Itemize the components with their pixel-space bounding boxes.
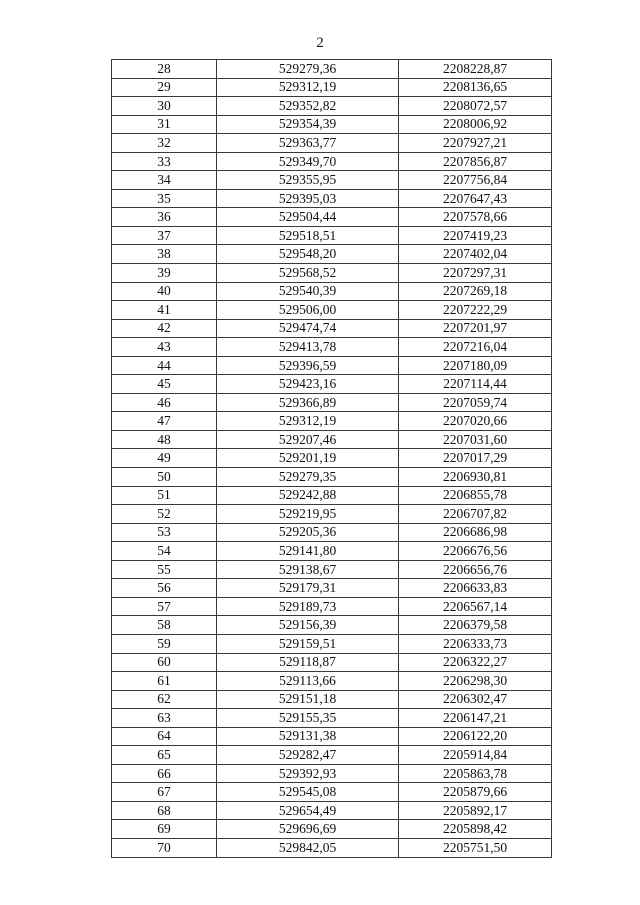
point-number-cell: 52	[112, 505, 217, 524]
point-number-cell: 48	[112, 430, 217, 449]
point-number-cell: 38	[112, 245, 217, 264]
point-number-cell: 59	[112, 634, 217, 653]
x-coordinate-cell: 529138,67	[217, 560, 399, 579]
y-coordinate-cell: 2206633,83	[399, 579, 552, 598]
point-number-cell: 45	[112, 375, 217, 394]
point-number-cell: 28	[112, 60, 217, 79]
y-coordinate-cell: 2206302,47	[399, 690, 552, 709]
table-row	[112, 579, 552, 598]
x-coordinate-cell: 529312,19	[217, 412, 399, 431]
x-coordinate-cell: 529363,77	[217, 134, 399, 153]
point-number-cell: 44	[112, 356, 217, 375]
table-row	[112, 152, 552, 171]
y-coordinate-cell: 2205863,78	[399, 764, 552, 783]
coordinates-table-body	[112, 60, 552, 858]
table-row	[112, 672, 552, 691]
table-row	[112, 653, 552, 672]
table-row	[112, 264, 552, 283]
y-coordinate-cell: 2207756,84	[399, 171, 552, 190]
point-number-cell: 51	[112, 486, 217, 505]
point-number-cell: 54	[112, 542, 217, 561]
table-row	[112, 468, 552, 487]
point-number-cell: 32	[112, 134, 217, 153]
x-coordinate-cell: 529654,49	[217, 801, 399, 820]
point-number-cell: 67	[112, 783, 217, 802]
y-coordinate-cell: 2206855,78	[399, 486, 552, 505]
point-number-cell: 65	[112, 746, 217, 765]
y-coordinate-cell: 2205892,17	[399, 801, 552, 820]
table-row	[112, 97, 552, 116]
table-row	[112, 78, 552, 97]
x-coordinate-cell: 529366,89	[217, 393, 399, 412]
table-row	[112, 820, 552, 839]
point-number-cell: 57	[112, 597, 217, 616]
point-number-cell: 63	[112, 709, 217, 728]
y-coordinate-cell: 2207647,43	[399, 189, 552, 208]
point-number-cell: 42	[112, 319, 217, 338]
y-coordinate-cell: 2207059,74	[399, 393, 552, 412]
table-row	[112, 245, 552, 264]
point-number-cell: 46	[112, 393, 217, 412]
y-coordinate-cell: 2207114,44	[399, 375, 552, 394]
y-coordinate-cell: 2207856,87	[399, 152, 552, 171]
x-coordinate-cell: 529518,51	[217, 226, 399, 245]
y-coordinate-cell: 2208006,92	[399, 115, 552, 134]
table-row	[112, 134, 552, 153]
y-coordinate-cell: 2206676,56	[399, 542, 552, 561]
y-coordinate-cell: 2205898,42	[399, 820, 552, 839]
table-row	[112, 60, 552, 79]
point-number-cell: 29	[112, 78, 217, 97]
page-number: 2	[316, 35, 324, 51]
table-row	[112, 838, 552, 857]
table-row	[112, 412, 552, 431]
table-row	[112, 523, 552, 542]
point-number-cell: 43	[112, 338, 217, 357]
x-coordinate-cell: 529355,95	[217, 171, 399, 190]
table-row	[112, 393, 552, 412]
table-row	[112, 542, 552, 561]
x-coordinate-cell: 529842,05	[217, 838, 399, 857]
x-coordinate-cell: 529141,80	[217, 542, 399, 561]
x-coordinate-cell: 529131,38	[217, 727, 399, 746]
x-coordinate-cell: 529179,31	[217, 579, 399, 598]
table-row	[112, 189, 552, 208]
y-coordinate-cell: 2206379,58	[399, 616, 552, 635]
point-number-cell: 47	[112, 412, 217, 431]
table-row	[112, 301, 552, 320]
y-coordinate-cell: 2207402,04	[399, 245, 552, 264]
y-coordinate-cell: 2205751,50	[399, 838, 552, 857]
x-coordinate-cell: 529568,52	[217, 264, 399, 283]
point-number-cell: 64	[112, 727, 217, 746]
table-row	[112, 430, 552, 449]
x-coordinate-cell: 529279,36	[217, 60, 399, 79]
y-coordinate-cell: 2206322,27	[399, 653, 552, 672]
x-coordinate-cell: 529392,93	[217, 764, 399, 783]
y-coordinate-cell: 2206930,81	[399, 468, 552, 487]
y-coordinate-cell: 2206686,98	[399, 523, 552, 542]
y-coordinate-cell: 2207578,66	[399, 208, 552, 227]
x-coordinate-cell: 529545,08	[217, 783, 399, 802]
point-number-cell: 62	[112, 690, 217, 709]
table-row	[112, 783, 552, 802]
table-row	[112, 634, 552, 653]
point-number-cell: 40	[112, 282, 217, 301]
x-coordinate-cell: 529696,69	[217, 820, 399, 839]
point-number-cell: 49	[112, 449, 217, 468]
x-coordinate-cell: 529282,47	[217, 746, 399, 765]
y-coordinate-cell: 2206567,14	[399, 597, 552, 616]
table-row	[112, 709, 552, 728]
table-row	[112, 486, 552, 505]
table-row	[112, 356, 552, 375]
y-coordinate-cell: 2207216,04	[399, 338, 552, 357]
y-coordinate-cell: 2205914,84	[399, 746, 552, 765]
x-coordinate-cell: 529205,36	[217, 523, 399, 542]
point-number-cell: 36	[112, 208, 217, 227]
y-coordinate-cell: 2206298,30	[399, 672, 552, 691]
y-coordinate-cell: 2206707,82	[399, 505, 552, 524]
x-coordinate-cell: 529506,00	[217, 301, 399, 320]
point-number-cell: 69	[112, 820, 217, 839]
y-coordinate-cell: 2207201,97	[399, 319, 552, 338]
x-coordinate-cell: 529201,19	[217, 449, 399, 468]
y-coordinate-cell: 2208072,57	[399, 97, 552, 116]
point-number-cell: 30	[112, 97, 217, 116]
table-row	[112, 505, 552, 524]
y-coordinate-cell: 2207020,66	[399, 412, 552, 431]
coordinates-table	[111, 59, 552, 858]
x-coordinate-cell: 529413,78	[217, 338, 399, 357]
y-coordinate-cell: 2206122,20	[399, 727, 552, 746]
x-coordinate-cell: 529156,39	[217, 616, 399, 635]
x-coordinate-cell: 529189,73	[217, 597, 399, 616]
table-row	[112, 319, 552, 338]
table-row	[112, 208, 552, 227]
x-coordinate-cell: 529151,18	[217, 690, 399, 709]
point-number-cell: 41	[112, 301, 217, 320]
y-coordinate-cell: 2205879,66	[399, 783, 552, 802]
point-number-cell: 53	[112, 523, 217, 542]
x-coordinate-cell: 529118,87	[217, 653, 399, 672]
x-coordinate-cell: 529423,16	[217, 375, 399, 394]
x-coordinate-cell: 529207,46	[217, 430, 399, 449]
point-number-cell: 50	[112, 468, 217, 487]
x-coordinate-cell: 529504,44	[217, 208, 399, 227]
table-row	[112, 338, 552, 357]
x-coordinate-cell: 529349,70	[217, 152, 399, 171]
table-row	[112, 171, 552, 190]
x-coordinate-cell: 529219,95	[217, 505, 399, 524]
y-coordinate-cell: 2207180,09	[399, 356, 552, 375]
point-number-cell: 70	[112, 838, 217, 857]
point-number-cell: 58	[112, 616, 217, 635]
y-coordinate-cell: 2207927,21	[399, 134, 552, 153]
point-number-cell: 55	[112, 560, 217, 579]
x-coordinate-cell: 529159,51	[217, 634, 399, 653]
point-number-cell: 56	[112, 579, 217, 598]
point-number-cell: 61	[112, 672, 217, 691]
y-coordinate-cell: 2207297,31	[399, 264, 552, 283]
point-number-cell: 34	[112, 171, 217, 190]
point-number-cell: 68	[112, 801, 217, 820]
point-number-cell: 60	[112, 653, 217, 672]
point-number-cell: 31	[112, 115, 217, 134]
y-coordinate-cell: 2206333,73	[399, 634, 552, 653]
table-row	[112, 746, 552, 765]
x-coordinate-cell: 529474,74	[217, 319, 399, 338]
x-coordinate-cell: 529540,39	[217, 282, 399, 301]
table-row	[112, 449, 552, 468]
x-coordinate-cell: 529396,59	[217, 356, 399, 375]
y-coordinate-cell: 2208136,65	[399, 78, 552, 97]
table-row	[112, 115, 552, 134]
y-coordinate-cell: 2207222,29	[399, 301, 552, 320]
x-coordinate-cell: 529312,19	[217, 78, 399, 97]
y-coordinate-cell: 2207269,18	[399, 282, 552, 301]
point-number-cell: 35	[112, 189, 217, 208]
y-coordinate-cell: 2206656,76	[399, 560, 552, 579]
table-row	[112, 597, 552, 616]
x-coordinate-cell: 529354,39	[217, 115, 399, 134]
table-row	[112, 226, 552, 245]
y-coordinate-cell: 2207031,60	[399, 430, 552, 449]
table-row	[112, 690, 552, 709]
table-row	[112, 801, 552, 820]
point-number-cell: 66	[112, 764, 217, 783]
x-coordinate-cell: 529548,20	[217, 245, 399, 264]
table-row	[112, 764, 552, 783]
table-row	[112, 375, 552, 394]
x-coordinate-cell: 529279,35	[217, 468, 399, 487]
table-row	[112, 282, 552, 301]
table-row	[112, 616, 552, 635]
x-coordinate-cell: 529155,35	[217, 709, 399, 728]
x-coordinate-cell: 529242,88	[217, 486, 399, 505]
y-coordinate-cell: 2208228,87	[399, 60, 552, 79]
y-coordinate-cell: 2206147,21	[399, 709, 552, 728]
point-number-cell: 39	[112, 264, 217, 283]
x-coordinate-cell: 529113,66	[217, 672, 399, 691]
y-coordinate-cell: 2207419,23	[399, 226, 552, 245]
x-coordinate-cell: 529395,03	[217, 189, 399, 208]
x-coordinate-cell: 529352,82	[217, 97, 399, 116]
y-coordinate-cell: 2207017,29	[399, 449, 552, 468]
table-row	[112, 727, 552, 746]
point-number-cell: 33	[112, 152, 217, 171]
table-row	[112, 560, 552, 579]
point-number-cell: 37	[112, 226, 217, 245]
